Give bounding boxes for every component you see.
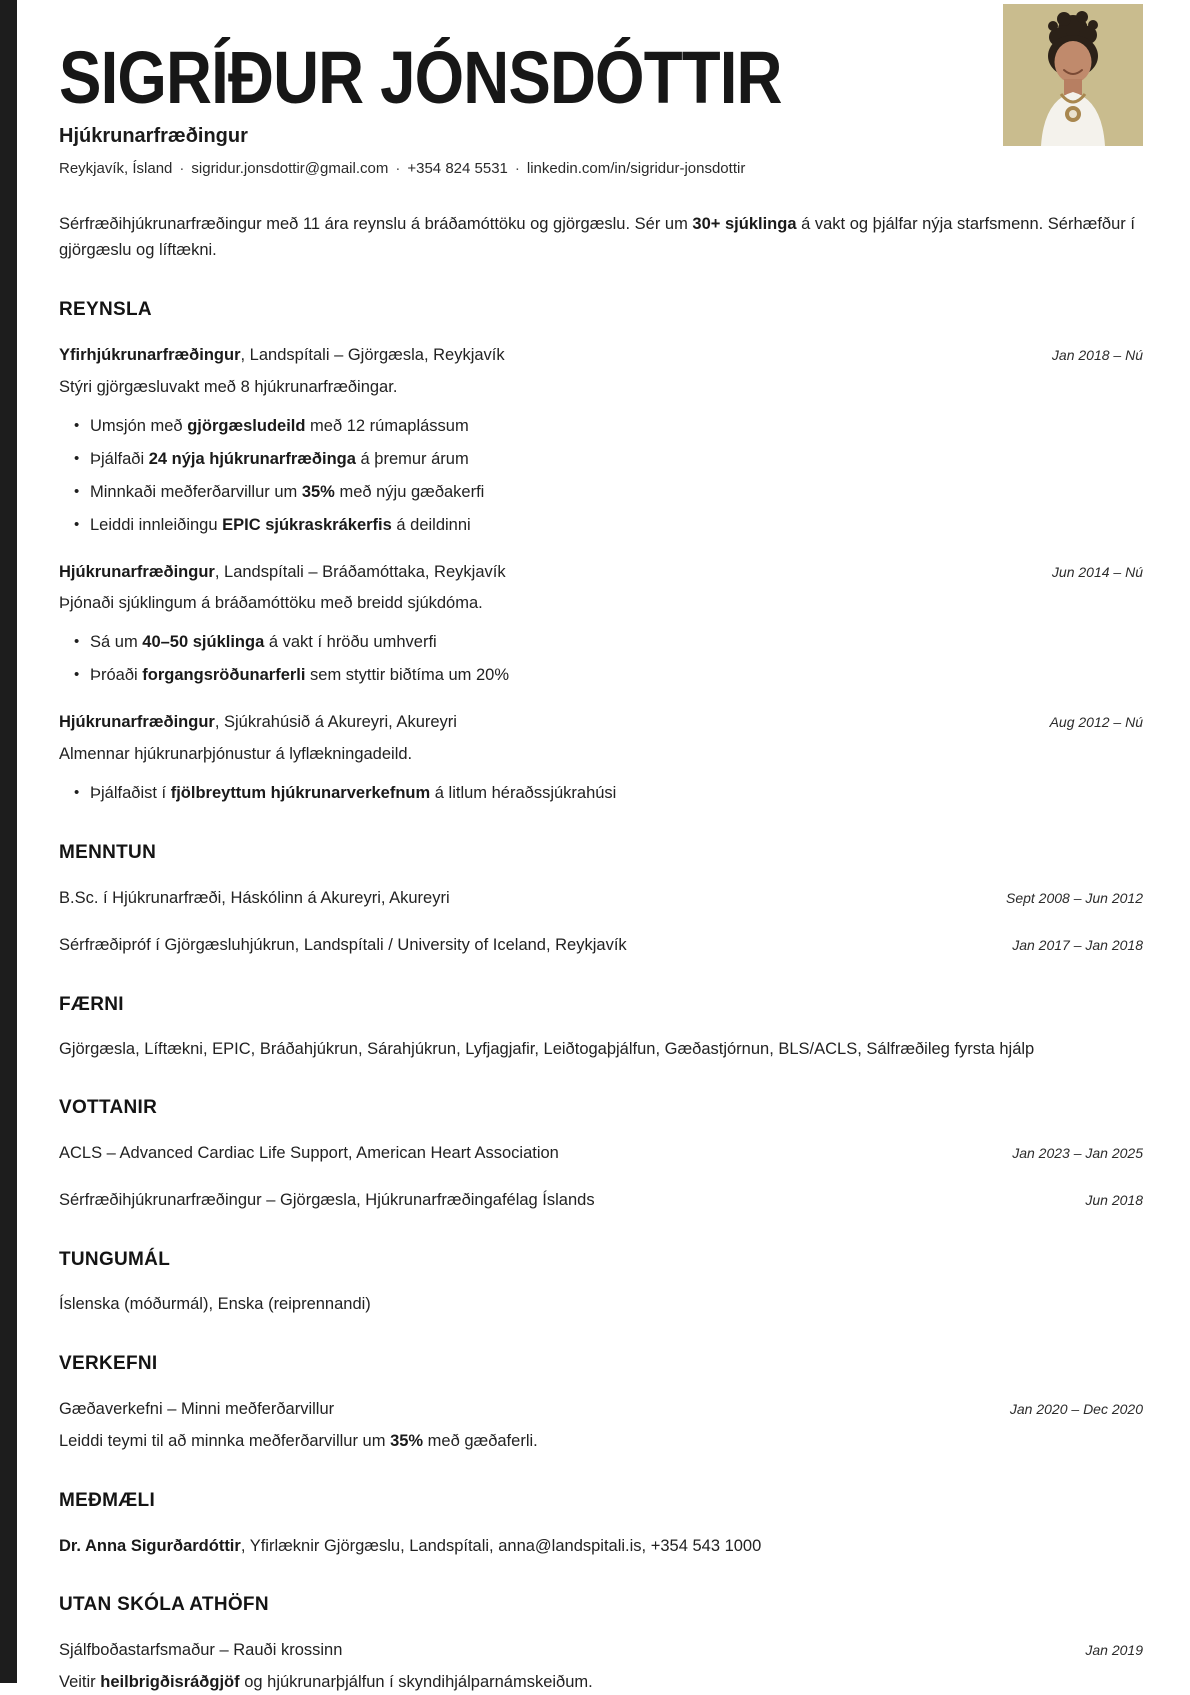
section-languages: [59, 1249, 1143, 1317]
education-entry: [59, 934, 1143, 958]
languages-list: Íslenska (móðurmál), Enska (reiprennandi): [59, 1295, 371, 1314]
skills-list: Gjörgæsla, Líftækni, EPIC, Bráðahjúkrun, Sárahjúkrun, Lyfjagjafir, Leiðtogaþjálfun, Gæðastjórnun, BLS/ACLS, Sálfræðileg fyrsta hjálp: [59, 1039, 1035, 1058]
section-extracurricular: [59, 1594, 1143, 1695]
entry-dates: Jan 2020 – Dec 2020: [1009, 1400, 1143, 1417]
section-heading-experience: REYNSLA: [59, 299, 152, 321]
reference-text: Dr. Anna Sigurðardóttir, Yfirlæknir Gjörgæslu, Landspítali, anna@landspitali.is, +354 543 1000: [59, 1536, 762, 1555]
bullet-item: • Sá um 40–50 sjúklinga á vakt í hröðu umhverfi: [90, 631, 1143, 655]
profile-photo-illustration: [1003, 4, 1143, 146]
header: [59, 36, 1143, 178]
experience-entry: [59, 711, 1143, 806]
entry-title: Yfirhjúkrunarfræðingur, Landspítali – Gjörgæsla, Reykjavík: [59, 346, 505, 365]
bullet-item: • Þjálfaðist í fjölbreyttum hjúkrunarverkefnum á litlum héraðssjúkrahúsi: [90, 782, 1143, 806]
contact-line: [59, 160, 1143, 177]
bullet-item: • Leiddi innleiðingu EPIC sjúkraskrákerfis á deildinni: [90, 514, 1143, 538]
contact-separator: ·: [395, 160, 401, 178]
contact-separator: ·: [514, 160, 520, 178]
contact-separator: ·: [179, 160, 185, 178]
contact-phone: +354 824 5531: [407, 160, 508, 178]
candidate-name: SIGRÍÐUR JÓNSDÓTTIR: [59, 36, 782, 119]
section-heading-education: MENNTUN: [59, 841, 157, 863]
certification-entry: [59, 1189, 1143, 1213]
section-heading-references: MEÐMÆLI: [59, 1489, 156, 1511]
resume-page: [59, 0, 1143, 1695]
entry-dates: Jun 2014 – Nú: [1051, 563, 1143, 580]
entry-subtitle: Þjónaði sjúklingum á bráðamóttöku með breidd sjúkdóma.: [59, 594, 483, 613]
entry-title: Hjúkrunarfræðingur, Sjúkrahúsið á Akureyri, Akureyri: [59, 713, 457, 732]
entry-dates: Jun 2018: [1085, 1192, 1143, 1209]
candidate-job-title: Hjúkrunarfræðingur: [59, 125, 248, 148]
section-heading-extracurricular: UTAN SKÓLA ATHÖFN: [59, 1594, 269, 1616]
contact-email: sigridur.jonsdottir@gmail.com: [191, 160, 389, 178]
entry-title: B.Sc. í Hjúkrunarfræði, Háskólinn á Akureyri, Akureyri: [59, 888, 450, 907]
certification-entry: [59, 1142, 1143, 1166]
reference-entry: [59, 1535, 1143, 1559]
contact-linkedin: linkedin.com/in/sigridur-jonsdottir: [526, 160, 746, 178]
entry-dates: Jan 2018 – Nú: [1051, 347, 1143, 364]
section-heading-certifications: VOTTANIR: [59, 1097, 158, 1119]
bullet-item: • Minnkaði meðferðarvillur um 35% með nýju gæðakerfi: [90, 481, 1143, 505]
section-skills: [59, 994, 1143, 1062]
entry-description: Veitir heilbrigðisráðgjöf og hjúkrunarþjálfun í skyndihjálparnámskeiðum.: [59, 1673, 593, 1692]
entry-dates: Aug 2012 – Nú: [1049, 714, 1143, 731]
section-experience: [59, 299, 1143, 805]
bullet-item: • Þjálfaði 24 nýja hjúkrunarfræðinga á þremur árum: [90, 448, 1143, 472]
entry-title: Sérfræðipróf í Gjörgæsluhjúkrun, Landspítali / University of Iceland, Reykjavík: [59, 935, 627, 954]
entry-subtitle: Almennar hjúkrunarþjónustur á lyflækningadeild.: [59, 745, 413, 763]
entry-subtitle: Stýri gjörgæsluvakt með 8 hjúkrunarfræðingar.: [59, 378, 398, 397]
bullet-list: [59, 631, 1143, 688]
summary-text: Sérfræðihjúkrunarfræðingur með 11 ára reynslu á bráðamóttöku og gjörgæslu. Sér um 30+ sjúklinga á vakt og þjálfar nýja starfsmenn. Sérhæfður í gjörgæslu og líftækni.: [59, 215, 1135, 259]
entry-title: ACLS – Advanced Cardiac Life Support, American Heart Association: [59, 1144, 559, 1163]
entry-title: Hjúkrunarfræðingur, Landspítali – Bráðamóttaka, Reykjavík: [59, 562, 506, 581]
section-references: [59, 1490, 1143, 1559]
education-entry: [59, 887, 1143, 911]
profile-photo: [1003, 4, 1143, 146]
bullet-item: • Umsjón með gjörgæsludeild með 12 rúmaplássum: [90, 415, 1143, 439]
section-heading-skills: FÆRNI: [59, 993, 124, 1015]
bullet-list: [59, 782, 1143, 806]
entry-dates: Sept 2008 – Jun 2012: [1005, 889, 1143, 906]
experience-entry: [59, 561, 1143, 689]
experience-entry: [59, 344, 1143, 537]
bullet-list: [59, 415, 1143, 538]
entry-title: Sérfræðihjúkrunarfræðingur – Gjörgæsla, Hjúkrunarfræðingafélag Íslands: [59, 1191, 595, 1210]
left-accent-bar: [0, 0, 17, 1683]
extracurricular-entry: [59, 1639, 1143, 1695]
bullet-item: • Þróaði forgangsröðunarferli sem styttir biðtíma um 20%: [90, 664, 1143, 688]
entry-title: Gæðaverkefni – Minni meðferðarvillur: [59, 1399, 335, 1418]
entry-dates: Jan 2023 – Jan 2025: [1012, 1145, 1143, 1162]
entry-description: Leiddi teymi til að minnka meðferðarvillur um 35% með gæðaferli.: [59, 1431, 538, 1450]
entry-dates: Jan 2019: [1085, 1642, 1143, 1659]
contact-location: Reykjavík, Ísland: [59, 160, 173, 178]
section-heading-projects: VERKEFNI: [59, 1352, 158, 1374]
entry-title: Sjálfboðastarfsmaður – Rauði krossinn: [59, 1641, 343, 1660]
section-heading-languages: TUNGUMÁL: [59, 1249, 171, 1271]
entry-dates: Jan 2017 – Jan 2018: [1012, 936, 1143, 953]
section-education: [59, 842, 1143, 958]
section-certifications: [59, 1097, 1143, 1213]
project-entry: [59, 1398, 1143, 1454]
section-projects: [59, 1353, 1143, 1454]
